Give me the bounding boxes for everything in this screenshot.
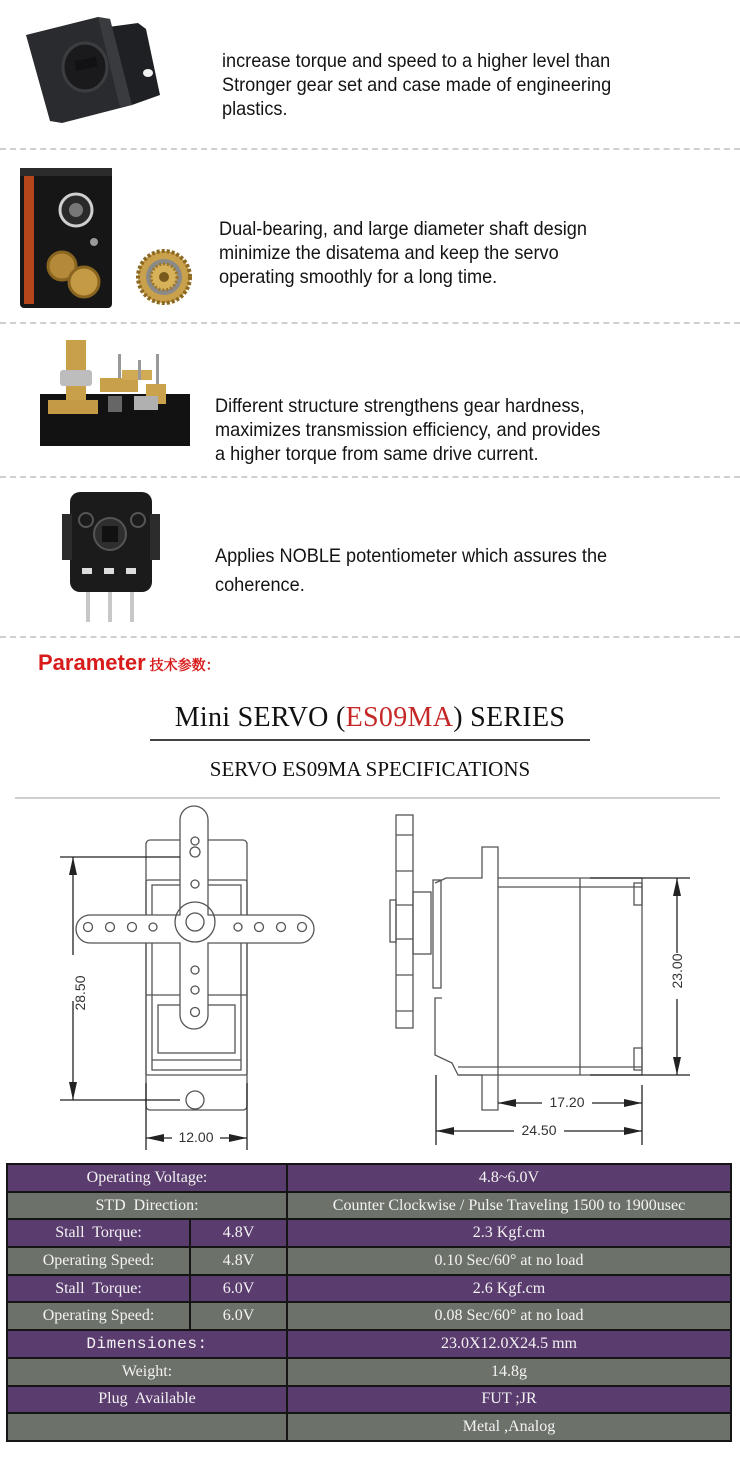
spec-voltage: 6.0V bbox=[190, 1275, 287, 1303]
table-row bbox=[7, 1192, 731, 1220]
spec-label: Weight: bbox=[7, 1358, 287, 1386]
parameter-heading: Parameter 技术参数： bbox=[38, 650, 220, 675]
spec-label: Stall Torque: bbox=[7, 1275, 190, 1303]
feature-section-bearing bbox=[0, 150, 740, 324]
table-row bbox=[7, 1164, 731, 1192]
table-row bbox=[7, 1219, 731, 1247]
table-row bbox=[7, 1247, 731, 1275]
gear-train-image bbox=[36, 336, 196, 448]
table-row bbox=[7, 1275, 731, 1303]
feature-description: increase torque and speed to a higher level than Stronger gear set and case made of engineering plastics. bbox=[222, 50, 612, 120]
spec-value: 2.6 Kgf.cm bbox=[287, 1275, 731, 1303]
servo-bearing-image bbox=[14, 162, 214, 312]
table-row bbox=[7, 1302, 731, 1330]
spec-voltage: 4.8V bbox=[190, 1219, 287, 1247]
feature-section-potentiometer bbox=[0, 478, 740, 638]
spec-voltage: 4.8V bbox=[190, 1247, 287, 1275]
dashed-divider bbox=[0, 636, 740, 638]
spec-value: FUT ;JR bbox=[287, 1386, 731, 1414]
dimension-label-body-length: 17.20 bbox=[549, 1094, 585, 1110]
spec-value: 0.10 Sec/60° at no load bbox=[287, 1247, 731, 1275]
spec-label bbox=[7, 1413, 287, 1441]
title-underline bbox=[150, 739, 590, 741]
spec-label: Operating Speed: bbox=[7, 1302, 190, 1330]
feature-description: Applies NOBLE potentiometer which assures the coherence. bbox=[215, 545, 608, 596]
table-row bbox=[7, 1413, 731, 1441]
spec-label: Stall Torque: bbox=[7, 1219, 190, 1247]
spec-value: 0.08 Sec/60° at no load bbox=[287, 1302, 731, 1330]
feature-section-case bbox=[0, 0, 740, 150]
spec-label: Operating Speed: bbox=[7, 1247, 190, 1275]
feature-description: Different structure strengthens gear hardness, maximizes transmission efficiency, and provides a higher torque from same drive current. bbox=[215, 395, 601, 465]
spec-value: 2.3 Kgf.cm bbox=[287, 1219, 731, 1247]
dimension-label-height: 28.50 bbox=[72, 975, 88, 1011]
potentiometer-image bbox=[60, 490, 170, 628]
series-title: Mini SERVO (ES09MA) SERIES bbox=[174, 702, 566, 733]
table-row bbox=[7, 1330, 731, 1358]
feature-description: Dual-bearing, and large diameter shaft design minimize the disatema and keep the servo operating smoothly for a long time. bbox=[219, 218, 587, 288]
spec-label: Operating Voltage: bbox=[7, 1164, 287, 1192]
specifications-table bbox=[6, 1163, 732, 1442]
front-view-drawing bbox=[0, 805, 370, 1160]
spec-value: 14.8g bbox=[287, 1358, 731, 1386]
spec-label: STD Direction: bbox=[7, 1192, 287, 1220]
table-row bbox=[7, 1386, 731, 1414]
spec-label: Plug Available bbox=[7, 1386, 287, 1414]
feature-section-gears bbox=[0, 324, 740, 478]
spec-value: 4.8~6.0V bbox=[287, 1164, 731, 1192]
spec-voltage: 6.0V bbox=[190, 1302, 287, 1330]
spec-value: Counter Clockwise / Pulse Traveling 1500 to 1900usec bbox=[287, 1192, 731, 1220]
dimension-label-width: 12.00 bbox=[178, 1129, 214, 1145]
section-divider bbox=[15, 797, 720, 799]
servo-case-cover-image bbox=[20, 15, 180, 125]
spec-value: 23.0X12.0X24.5 mm bbox=[287, 1330, 731, 1358]
dimension-label-height: 23.00 bbox=[669, 953, 685, 989]
spec-value: Metal ,Analog bbox=[287, 1413, 731, 1441]
model-name: ES09MA bbox=[345, 702, 454, 733]
table-row bbox=[7, 1358, 731, 1386]
spec-title: SERVO ES09MA SPECIFICATIONS bbox=[209, 757, 531, 781]
dimension-label-total-length: 24.50 bbox=[521, 1122, 557, 1138]
spec-label: Dimensiones: bbox=[7, 1330, 287, 1358]
